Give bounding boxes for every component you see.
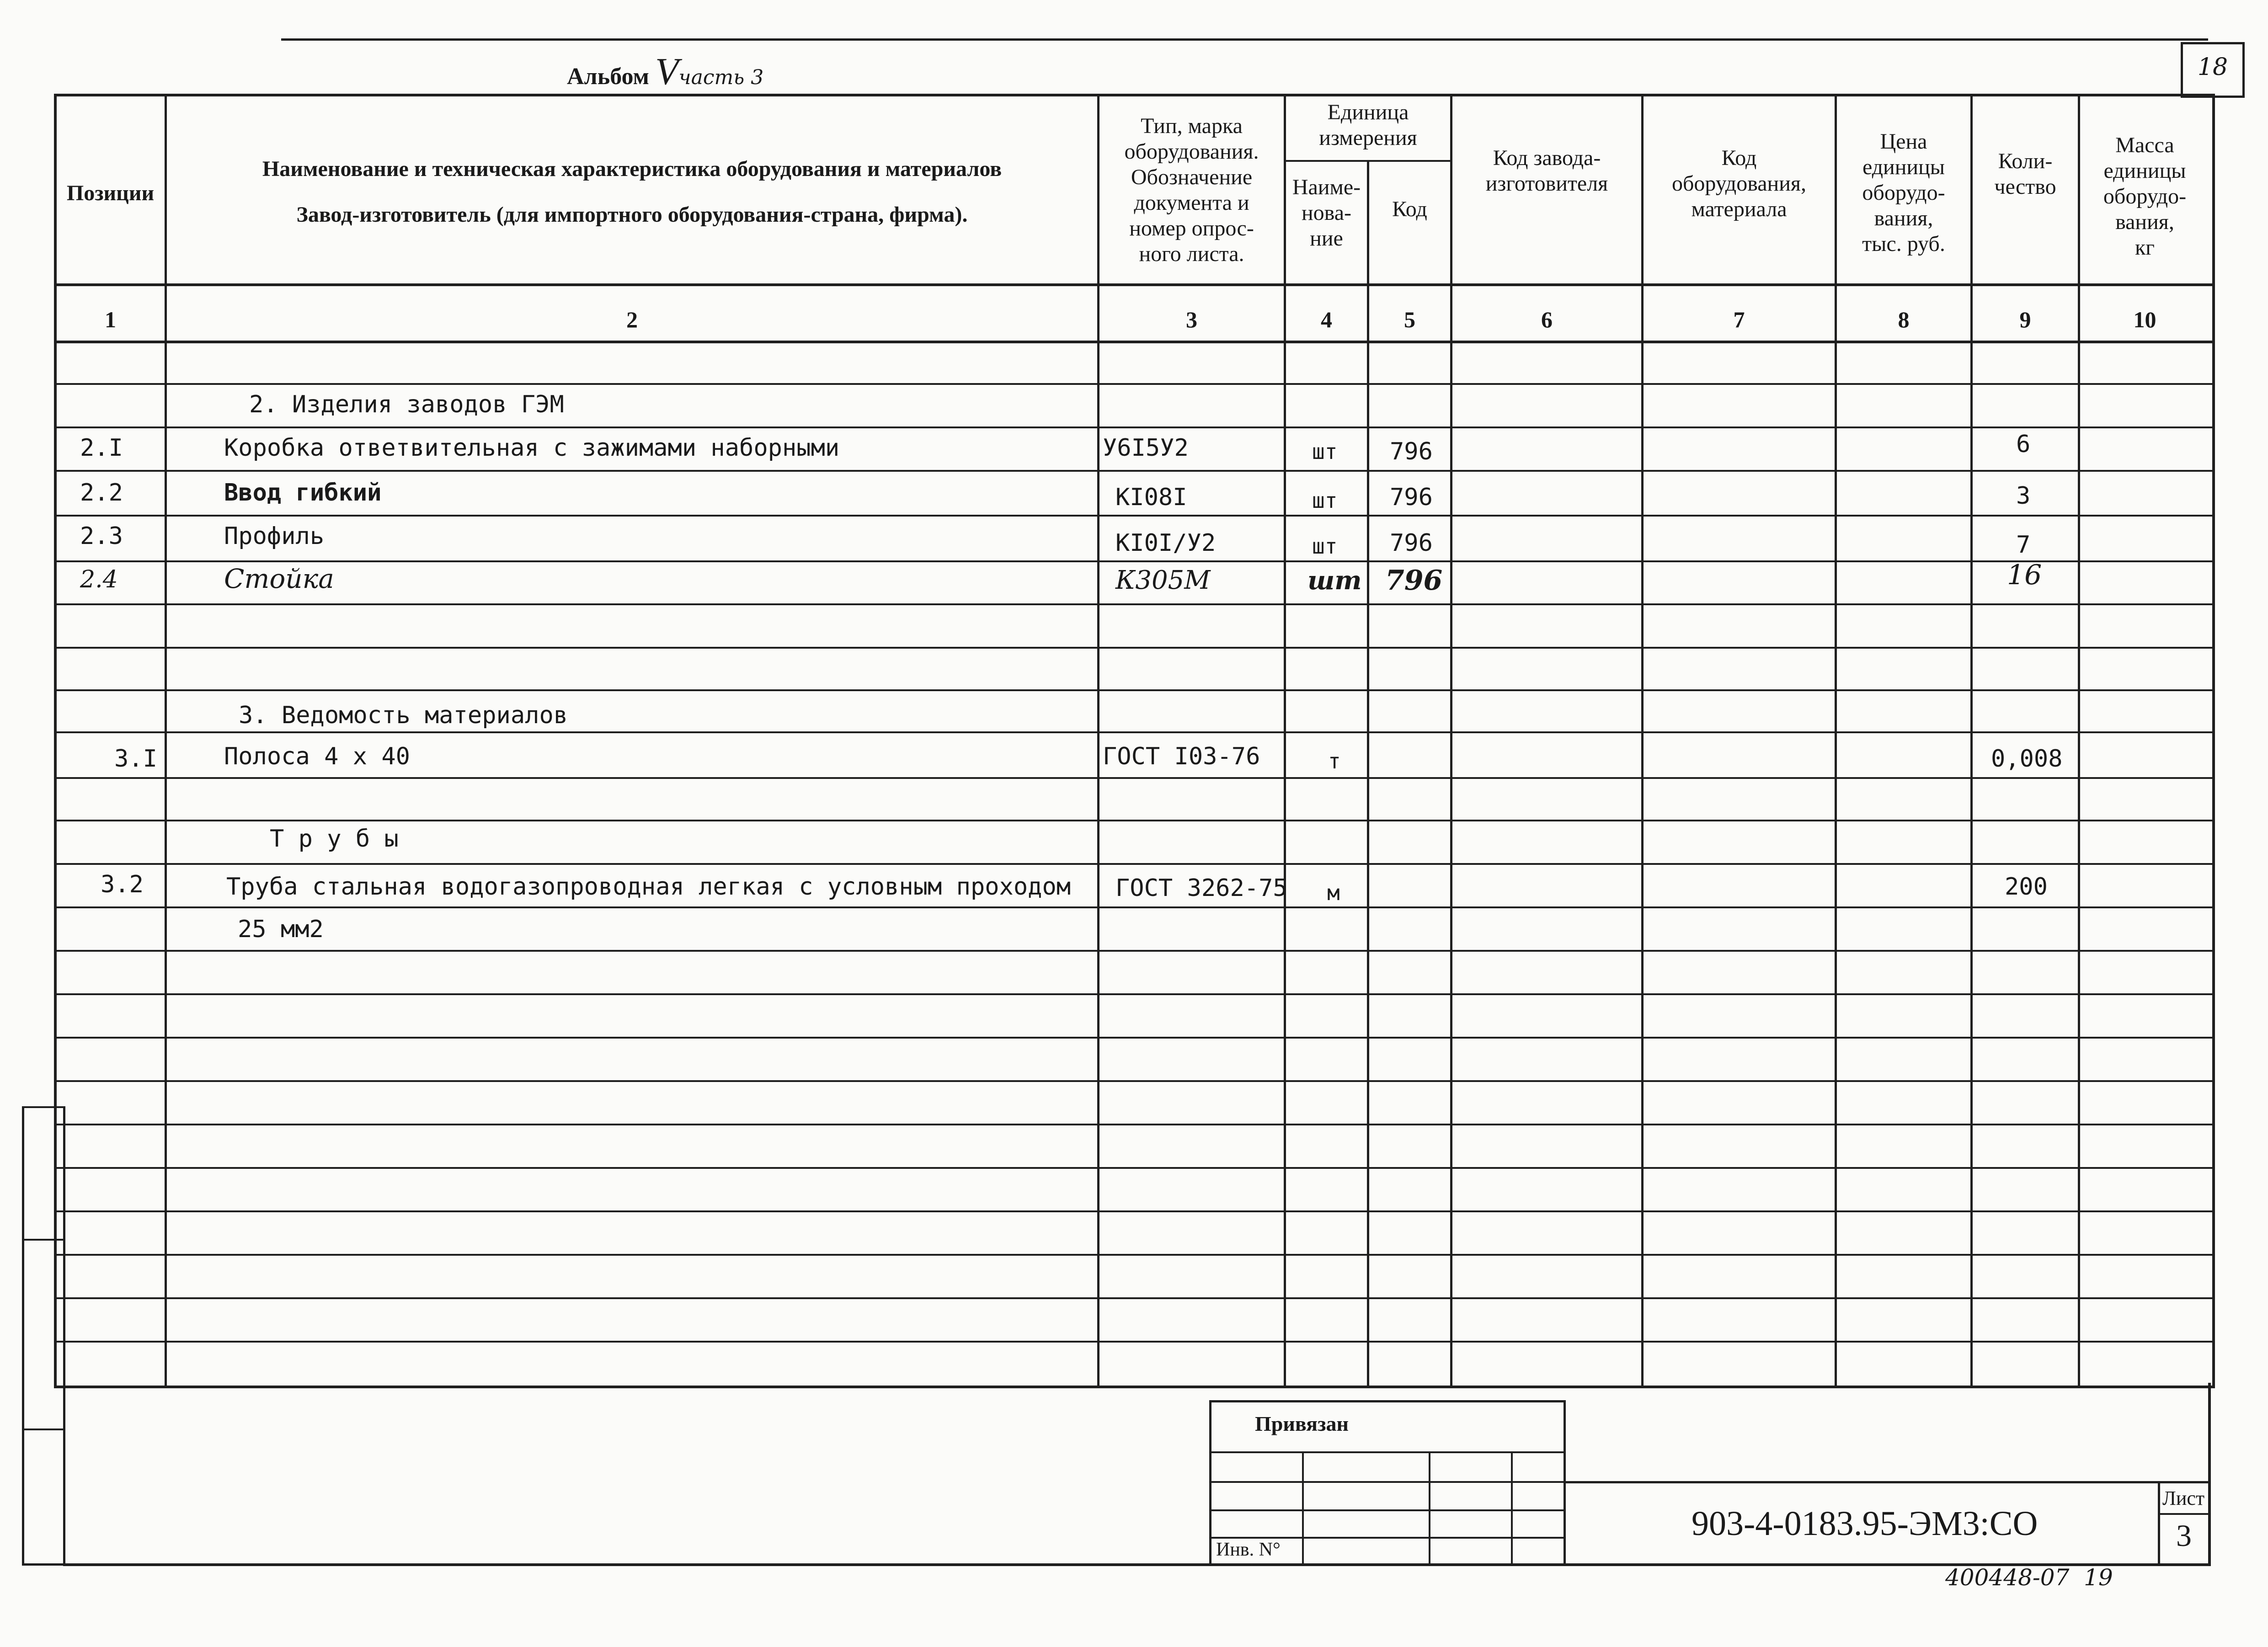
- header-equipment-code: Код оборудования, материала: [1672, 146, 1806, 221]
- row-code: 796: [1385, 565, 1443, 597]
- row-type: К305М: [1115, 565, 1211, 595]
- row-type: ГОСТ I03-76: [1103, 743, 1260, 770]
- header-unit-name: Наиме- нова- ние: [1292, 175, 1361, 251]
- row-name: Коробка ответвительная с зажимами наборными: [224, 434, 840, 462]
- row-name: Ввод гибкий: [224, 479, 382, 506]
- column-number-3: 3: [1186, 307, 1197, 332]
- row-quantity: 3: [2016, 482, 2031, 510]
- row-name-continuation: 25 мм2: [238, 916, 324, 943]
- header-type: Тип, марка оборудования. Обозначение документа и номер опрос- ного листа.: [1124, 114, 1259, 266]
- row-unit: шт: [1307, 565, 1362, 596]
- header-name-line1: Наименование и техническая характеристика оборудования и материалов: [262, 157, 1002, 181]
- album-volume: V: [655, 50, 679, 93]
- sheet-label: Лист: [2162, 1487, 2205, 1509]
- column-number-1: 1: [105, 307, 116, 332]
- header-factory-code: Код завода- изготовителя: [1485, 146, 1608, 196]
- row-quantity: 16: [2007, 559, 2042, 591]
- header-unit-code: Код: [1392, 197, 1427, 221]
- row-unit: м: [1327, 880, 1340, 905]
- header-price: Цена единицы оборудо- вания, тыс. руб.: [1862, 129, 1945, 256]
- column-number-6: 6: [1541, 307, 1553, 332]
- row-position: 2.3: [80, 522, 123, 550]
- stamp-attached-label: Привязан: [1255, 1412, 1349, 1435]
- stamp-inventory-label: Инв. N°: [1216, 1539, 1281, 1560]
- album-label: Альбом: [567, 64, 649, 90]
- column-number-5: 5: [1404, 307, 1415, 332]
- column-number-10: 10: [2133, 307, 2156, 332]
- row-code: 796: [1390, 484, 1433, 511]
- row-name: Полоса 4 х 40: [224, 743, 410, 770]
- row-code: 796: [1390, 438, 1433, 465]
- row-position: 2.2: [80, 479, 123, 506]
- sheet-number: 3: [2176, 1518, 2192, 1553]
- row-position: 2.I: [80, 434, 123, 462]
- section-title-gem: 2. Изделия заводов ГЭМ: [249, 391, 564, 418]
- header-name-line2: Завод-изготовитель (для импортного оборудования-страна, фирма).: [296, 203, 968, 227]
- album-title: [567, 49, 763, 94]
- row-position: 3.2: [101, 871, 144, 898]
- column-number-8: 8: [1898, 307, 1910, 332]
- row-unit: шт: [1312, 439, 1338, 464]
- row-name: Стойка: [224, 563, 334, 594]
- row-type: КI08I: [1115, 484, 1187, 511]
- table-frame: [54, 94, 2215, 1388]
- row-unit: шт: [1312, 534, 1338, 559]
- section-title-materials: 3. Ведомость материалов: [239, 702, 568, 729]
- row-unit: т: [1328, 749, 1341, 773]
- row-code: 796: [1390, 529, 1433, 557]
- header-name: [167, 146, 1097, 238]
- header-unit-group: Единица измерения: [1319, 100, 1417, 150]
- archive-number: 400448-07 19: [1945, 1564, 2113, 1591]
- subsection-title-pipes: Т р у б ы: [270, 825, 399, 853]
- header-position: Позиции: [66, 181, 155, 205]
- row-quantity: 200: [2005, 873, 2048, 901]
- column-number-4: 4: [1321, 307, 1332, 332]
- row-position: 3.I: [114, 745, 157, 773]
- row-unit: шт: [1312, 488, 1338, 513]
- row-quantity: 7: [2016, 531, 2031, 559]
- row-type: У6I5У2: [1103, 434, 1189, 462]
- album-part: часть 3: [678, 66, 764, 89]
- row-name: Профиль: [224, 522, 325, 550]
- row-position: 2.4: [80, 566, 118, 593]
- column-number-2: 2: [626, 307, 638, 332]
- sheet-corner-box: [2181, 42, 2245, 98]
- row-type: КI0I/У2: [1115, 529, 1216, 557]
- row-type: ГОСТ 3262-75: [1115, 874, 1287, 902]
- sheet-corner-number: 18: [2197, 53, 2228, 81]
- row-quantity: 0,008: [1991, 745, 2063, 773]
- document-code: 903-4-0183.95-ЭМ3:СО: [1692, 1504, 2038, 1543]
- column-number-7: 7: [1733, 307, 1745, 332]
- column-number-9: 9: [2019, 307, 2031, 332]
- row-quantity: 6: [2016, 431, 2031, 458]
- header-mass: Масса единицы оборудо- вания, кг: [2103, 133, 2187, 260]
- row-name: Труба стальная водогазопроводная легкая с условным проходом: [226, 873, 1071, 901]
- header-quantity: Коли- чество: [1994, 149, 2056, 199]
